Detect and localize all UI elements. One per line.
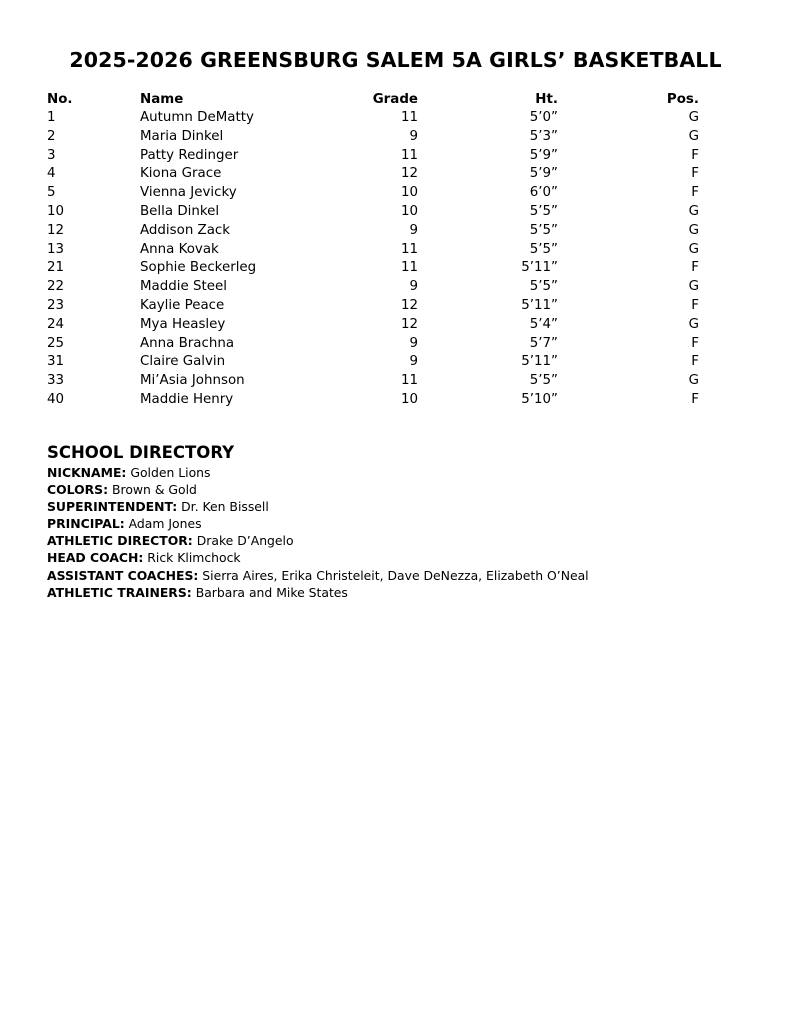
directory-line	[47, 515, 747, 532]
player-number: 33	[47, 373, 65, 389]
table-row	[47, 316, 699, 335]
directory-label: HEAD COACH:	[47, 550, 144, 566]
directory-line	[47, 549, 747, 566]
directory-value: Adam Jones	[128, 516, 202, 532]
player-position: F	[691, 391, 699, 407]
player-position: G	[688, 279, 699, 295]
header-height: Ht.	[535, 92, 558, 107]
table-row	[47, 222, 699, 241]
player-grade: 10	[400, 185, 418, 201]
player-height: 5’5”	[529, 222, 558, 238]
directory-entries	[47, 464, 747, 601]
player-name: Mya Heasley	[140, 316, 226, 332]
player-number: 23	[47, 297, 65, 313]
player-number: 31	[47, 354, 65, 370]
directory-value: Barbara and Mike States	[195, 584, 348, 600]
player-grade: 11	[400, 147, 418, 163]
player-grade: 12	[400, 297, 418, 313]
player-name: Sophie Beckerleg	[140, 260, 257, 276]
player-number: 10	[47, 203, 65, 219]
table-row	[47, 147, 699, 166]
player-position: G	[688, 110, 699, 125]
player-number: 1	[47, 110, 56, 125]
player-name: Anna Brachna	[140, 335, 235, 351]
player-position: F	[691, 166, 699, 182]
player-grade: 11	[400, 373, 418, 389]
directory-line	[47, 464, 747, 481]
player-height: 5’3”	[529, 128, 558, 144]
player-height: 6’0”	[529, 185, 558, 201]
roster-table	[47, 91, 699, 410]
player-height: 5’5”	[529, 373, 558, 389]
player-name: Claire Galvin	[140, 354, 226, 370]
player-grade: 10	[400, 391, 418, 407]
player-name: Patty Redinger	[140, 147, 239, 163]
player-height: 5’5”	[529, 203, 558, 219]
player-number: 13	[47, 241, 65, 257]
player-position: G	[688, 241, 699, 257]
player-position: F	[691, 354, 699, 370]
table-row	[47, 109, 699, 128]
table-row	[47, 184, 699, 203]
player-height: 5’4”	[529, 316, 558, 332]
player-grade: 9	[409, 335, 418, 351]
player-height: 5’9”	[529, 166, 558, 182]
table-row	[47, 128, 699, 147]
school-directory	[47, 443, 747, 601]
page-title: 2025-2026 GREENSBURG SALEM 5A GIRLS’ BASKETBALL	[69, 48, 722, 72]
table-row	[47, 203, 699, 222]
player-grade: 12	[400, 316, 418, 332]
directory-line	[47, 567, 747, 584]
directory-line	[47, 584, 747, 601]
player-name: Mi’Asia Johnson	[140, 373, 245, 389]
player-grade: 11	[400, 241, 418, 257]
player-number: 24	[47, 316, 65, 332]
player-number: 4	[47, 166, 56, 182]
player-height: 5’11”	[521, 354, 558, 370]
directory-line	[47, 481, 747, 498]
player-number: 12	[47, 222, 65, 238]
player-height: 5’0”	[529, 110, 558, 125]
directory-line	[47, 498, 747, 515]
player-name: Addison Zack	[140, 222, 231, 238]
directory-value: Brown & Gold	[112, 482, 197, 498]
player-name: Maria Dinkel	[140, 128, 224, 144]
player-height: 5’10”	[521, 391, 558, 407]
table-row	[47, 353, 699, 372]
directory-label: ATHLETIC DIRECTOR:	[47, 533, 193, 549]
player-number: 3	[47, 147, 56, 163]
header-grade: Grade	[372, 92, 418, 107]
player-number: 5	[47, 185, 56, 201]
player-height: 5’7”	[529, 335, 558, 351]
roster-header-row	[47, 91, 699, 109]
table-row	[47, 391, 699, 410]
player-number: 25	[47, 335, 65, 351]
directory-value: Rick Klimchock	[147, 550, 241, 566]
player-height: 5’5”	[529, 241, 558, 257]
player-name: Maddie Steel	[140, 279, 227, 295]
player-position: F	[691, 335, 699, 351]
directory-value: Sierra Aires, Erika Christeleit, Dave DeNezza, Elizabeth O’Neal	[202, 567, 589, 583]
player-name: Autumn DeMatty	[140, 110, 254, 125]
directory-label: ASSISTANT COACHES:	[47, 567, 199, 583]
header-name: Name	[140, 92, 184, 107]
player-number: 21	[47, 260, 65, 276]
player-position: G	[688, 128, 699, 144]
player-name: Anna Kovak	[140, 241, 219, 257]
directory-value: Golden Lions	[130, 465, 211, 480]
player-name: Vienna Jevicky	[140, 185, 237, 201]
player-grade: 9	[409, 128, 418, 144]
player-position: F	[691, 297, 699, 313]
player-grade: 11	[400, 260, 418, 276]
player-grade: 9	[409, 354, 418, 370]
player-position: G	[688, 222, 699, 238]
header-position: Pos.	[666, 92, 699, 107]
player-number: 2	[47, 128, 56, 144]
table-row	[47, 259, 699, 278]
player-position: F	[691, 260, 699, 276]
player-number: 40	[47, 391, 65, 407]
player-name: Kaylie Peace	[140, 297, 225, 313]
directory-label: SUPERINTENDENT:	[47, 499, 178, 515]
player-name: Maddie Henry	[140, 391, 234, 407]
directory-value: Dr. Ken Bissell	[181, 499, 269, 515]
player-number: 22	[47, 279, 65, 295]
player-height: 5’9”	[529, 147, 558, 163]
directory-label: ATHLETIC TRAINERS:	[47, 584, 192, 600]
directory-label: NICKNAME:	[47, 465, 127, 480]
directory-heading: SCHOOL DIRECTORY	[47, 443, 235, 462]
table-row	[47, 241, 699, 260]
header-no: No.	[47, 92, 73, 107]
player-grade: 9	[409, 222, 418, 238]
table-row	[47, 278, 699, 297]
table-row	[47, 297, 699, 316]
player-position: G	[688, 203, 699, 219]
player-position: G	[688, 373, 699, 389]
table-row	[47, 165, 699, 184]
directory-label: PRINCIPAL:	[47, 516, 125, 532]
table-row	[47, 372, 699, 391]
directory-value: Drake D’Angelo	[196, 533, 294, 549]
directory-line	[47, 532, 747, 549]
player-position: F	[691, 147, 699, 163]
player-height: 5’5”	[529, 279, 558, 295]
player-position: G	[688, 316, 699, 332]
player-height: 5’11”	[521, 297, 558, 313]
player-grade: 12	[400, 166, 418, 182]
player-grade: 11	[400, 110, 418, 125]
player-name: Bella Dinkel	[140, 203, 220, 219]
player-grade: 10	[400, 203, 418, 219]
directory-label: COLORS:	[47, 482, 109, 498]
table-row	[47, 335, 699, 354]
player-name: Kiona Grace	[140, 166, 222, 182]
player-height: 5’11”	[521, 260, 558, 276]
player-position: F	[691, 185, 699, 201]
roster-body	[47, 109, 699, 410]
player-grade: 9	[409, 279, 418, 295]
